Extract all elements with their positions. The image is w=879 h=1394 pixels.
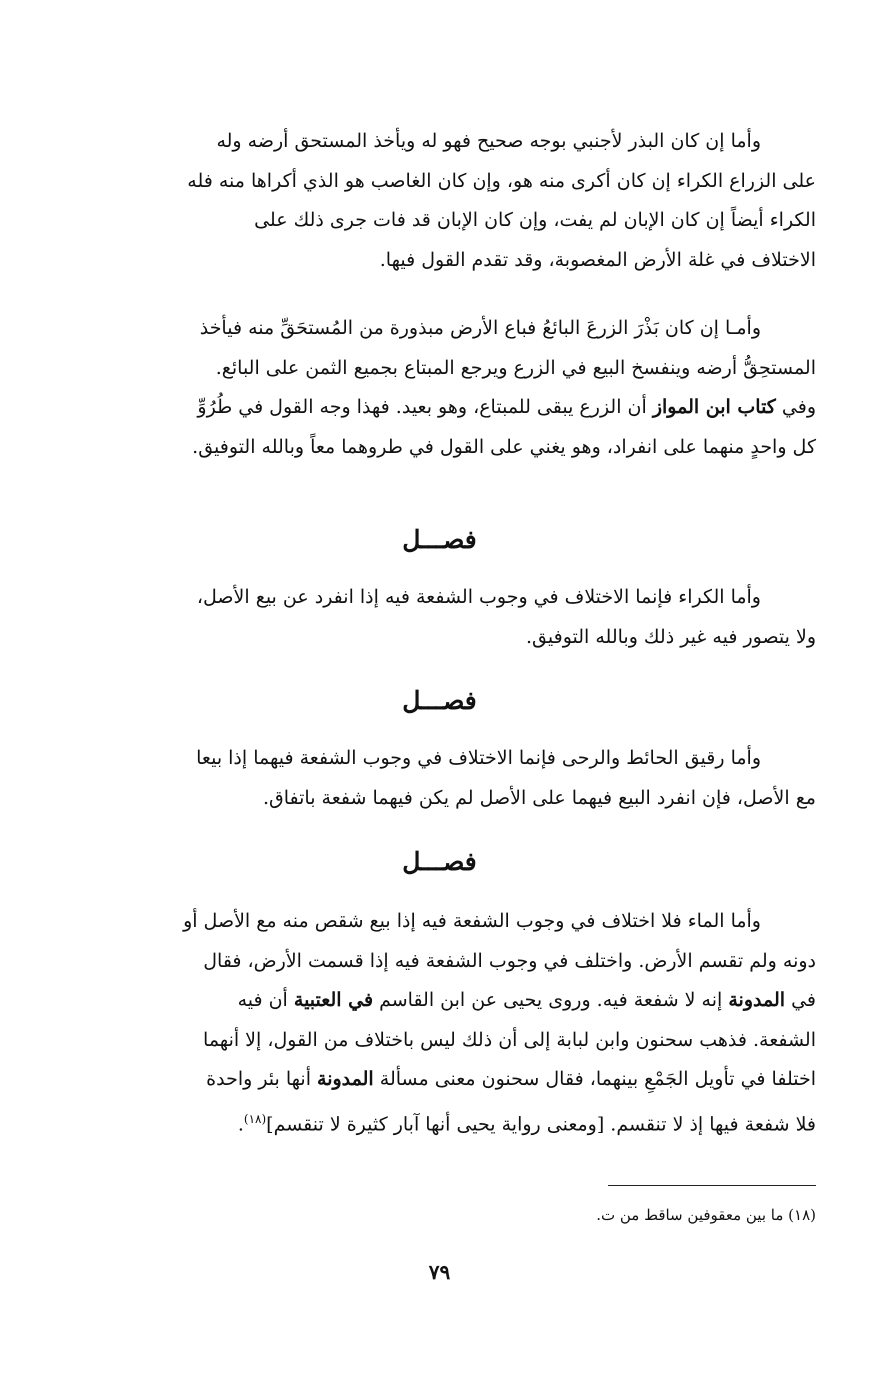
paragraph-5-line-6-period: . xyxy=(237,1112,244,1135)
book-title-al-mudawwana: المدونة xyxy=(728,989,786,1011)
section-heading-2: فصـــل xyxy=(402,686,477,715)
book-title-al-mudawwana-2: المدونة xyxy=(317,1068,374,1090)
paragraph-4 xyxy=(66,739,816,818)
paragraph-4-line-1: وأما رقيق الحائط والرحى فإنما الاختلاف في وجوب الشفعة فيهما إذا بيعا xyxy=(196,747,761,769)
paragraph-3-line-2: ولا يتصور فيه غير ذلك وبالله التوفيق. xyxy=(526,625,816,648)
paragraph-5-line-1: وأما الماء فلا اختلاف في وجوب الشفعة فيه إذا بيع شقص منه مع الأصل أو xyxy=(183,910,761,932)
paragraph-5-line-3-middle: إنه لا شفعة فيه. وروى يحيى عن ابن القاسم xyxy=(373,989,729,1011)
paragraph-5-line-3-start: في xyxy=(785,989,816,1011)
paragraph-2-line-3-end: أن الزرع يبقى للمبتاع، وهو بعيد. فهذا وجه القول في طُرُوِّ xyxy=(197,396,653,418)
paragraph-1-line-4: الاختلاف في غلة الأرض المغصوبة، وقد تقدم القول فيها. xyxy=(379,248,816,271)
footnote-divider xyxy=(608,1185,816,1186)
paragraph-3 xyxy=(66,578,816,657)
footnote-reference: (١٨) xyxy=(243,1111,267,1126)
paragraph-5-line-4: الشفعة. فذهب سحنون وابن لبابة إلى أن ذلك ليس باختلاف من القول، إلا أنهما xyxy=(203,1028,816,1051)
paragraph-5-line-3-end: أن فيه xyxy=(237,989,294,1011)
paragraph-5-line-5 xyxy=(66,1060,816,1100)
paragraph-5-line-3 xyxy=(66,981,816,1021)
paragraph-5-line-5-end: أنها بئر واحدة xyxy=(206,1068,318,1090)
paragraph-1-line-2: على الزراع الكراء إن كان أكرى منه هو، وإن كان الغاصب هو الذي أكراها منه فله xyxy=(187,169,816,192)
paragraph-4-line-2: مع الأصل، فإن انفرد البيع فيهما على الأصل لم يكن فيهما شفعة باتفاق. xyxy=(262,786,816,809)
book-title-al-utbiyya: في العتبية xyxy=(293,989,374,1011)
paragraph-2-line-4: كل واحدٍ منهما على انفراد، وهو يغني على القول في طروهما معاً وبالله التوفيق. xyxy=(192,435,816,458)
paragraph-5 xyxy=(66,902,816,1144)
paragraph-5-line-6 xyxy=(66,1100,816,1145)
paragraph-3-line-1: وأما الكراء فإنما الاختلاف في وجوب الشفعة فيه إذا انفرد عن بيع الأصل، xyxy=(196,586,761,608)
paragraph-1-line-3: الكراء أيضاً إن كان الإبان لم يفت، وإن كان الإبان قد فات جرى ذلك على xyxy=(254,209,816,231)
page-number: ٧٩ xyxy=(428,1260,451,1284)
footnote-text: (١٨) ما بين معقوفين ساقط من ت. xyxy=(596,1206,816,1224)
paragraph-1 xyxy=(66,122,816,280)
section-heading-1: فصـــل xyxy=(402,525,477,554)
paragraph-2-line-3 xyxy=(66,388,816,428)
paragraph-5-line-2: دونه ولم تقسم الأرض. واختلف في وجوب الشفعة فيه إذا قسمت الأرض، فقال xyxy=(203,949,816,972)
paragraph-2 xyxy=(66,309,816,467)
paragraph-5-line-6-text: فلا شفعة فيها إذ لا تنقسم. [ومعنى رواية يحيى أنها آبار كثيرة لا تنقسم] xyxy=(266,1112,816,1135)
paragraph-5-line-5-start: اختلفا في تأويل الجَمْعِ بينهما، فقال سحنون معنى مسألة xyxy=(373,1068,816,1090)
paragraph-1-line-1: وأما إن كان البذر لأجنبي بوجه صحيح فهو له ويأخذ المستحق أرضه وله xyxy=(216,130,761,152)
book-title-ibn-al-mawaz: كتاب ابن المواز xyxy=(652,396,776,418)
paragraph-2-line-3-start: وفي xyxy=(775,396,816,418)
paragraph-2-line-1: وأمـا إن كان بَذْرَ الزرعَ البائعُ فباع الأرض مبذورة من المُستحَقِّ منه فيأخذ xyxy=(199,317,761,339)
section-heading-3: فصـــل xyxy=(402,847,477,876)
paragraph-2-line-2: المستحِقُّ أرضه وينفسخ البيع في الزرع ويرجع المبتاع بجميع الثمن على البائع. xyxy=(215,356,816,379)
